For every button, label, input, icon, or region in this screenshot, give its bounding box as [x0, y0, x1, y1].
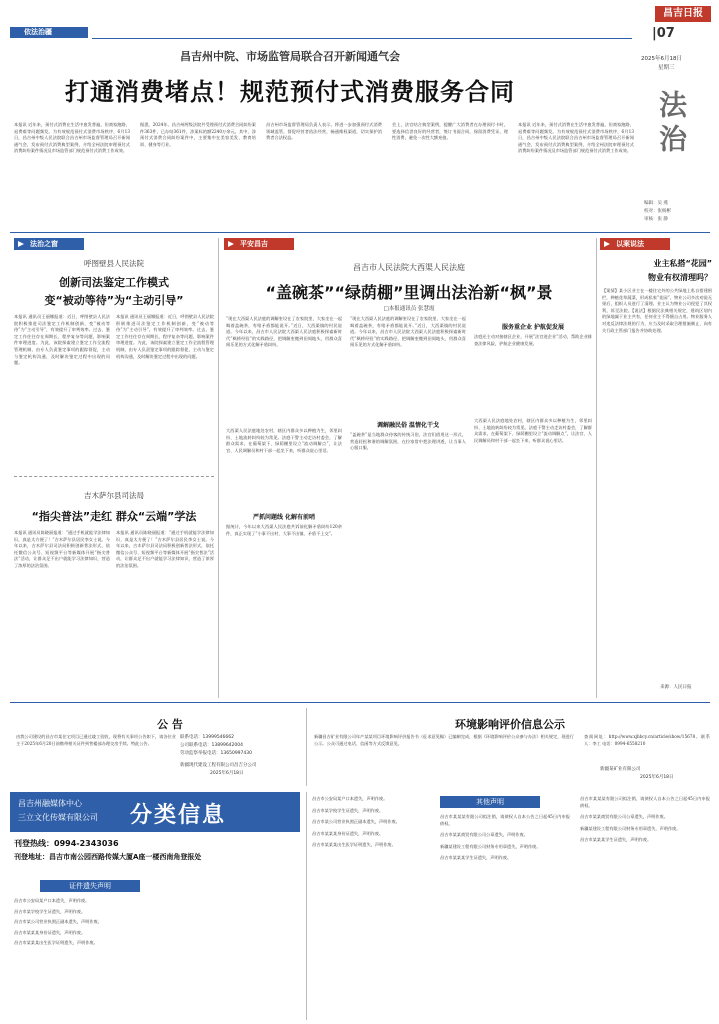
law-body2-b: 本报讯 通讯员陈晓丽报道：“通过手机就能学法律知识，真是太方便了！”吉木萨尔县居民李女士说。今年以来，吉木萨尔县司法局积极创新普法形式，依托微信公众号、短视频平台等新媒体开展“指尖普法”活动，让群众足不出户就能学习法律知识，营造了浓厚的法治氛围。 [116, 530, 214, 568]
lost-item: 昌吉市某某某身份证遗失，声明作废。 [312, 830, 384, 836]
env-body-2: 查阅网址：http://www.xjhbcy.cn/article/show/15678。联系人：李工 电话：0994-6558210 [584, 734, 710, 746]
notice-body: 由我公司建设的昌吉市某住宅项目已通过竣工验收，现将有关事项公告如下，请各位业主于2025年6月20日前携带相关证件到售楼部办理交房手续。特此公告。 [16, 734, 176, 746]
ping-an-body-2: 大西渠人民法庭地处农村，辖区内群众多以种植为生，邻里纠纷、土地流转纠纷较为常见。法庭干警主动走访村委会，了解群众需求，在葡萄架下、绿荫棚里设立“流动调解点”，让法官、人民调解员和村干部一起坐下来，听群众说心里话。 [226, 428, 342, 453]
lost-item: 昌吉市某学校学生证遗失，声明作废。 [312, 807, 384, 813]
other-item: 昌吉市某某某有限公司拟注销，请债权人自本公告之日起45日内申报债权。 [440, 814, 570, 826]
ping-an-body-5: 据统计，今年以来大西渠人民法庭共诉前化解矛盾纠纷120余件，真正实现了“小事不出村、大事不出镇、矛盾不上交”。 [226, 524, 342, 536]
proof-credit: 校对：张杨彬 [644, 209, 671, 214]
other-item: 昌吉市某某商贸有限公司公章遗失，声明作废。 [580, 814, 668, 820]
lost-item: 昌吉市公安局某户口本遗失，声明作废。 [312, 796, 388, 801]
issue-date: 2025年6月18日 [641, 56, 682, 62]
header-section-tag [10, 27, 88, 38]
brand-logo: 昌吉日报 [655, 6, 711, 22]
law-title-1: 创新司法鉴定工作模式 [59, 276, 169, 289]
case-body: 【案情】某小区业主在一楼住宅外的公共绿地上私自搭建围栏，种植花草蔬菜，形成私家“花园”。物业公司多次劝说无果后，组织人员进行了清理。业主认为物业公司侵犯了其权利，诉至法院。【说法】根据民法典相关规定，建筑区划内的绿地属于业主共有，任何业主不得擅自占用。物业服务人对违反法律法规的行为，应当及时采取合理措施制止、向有关行政主管部门报告并协助处理。 [602, 288, 712, 333]
ping-an-headline: “盖碗茶”“绿荫棚”里调出法治新“枫”景 [265, 283, 553, 302]
classified-hotline [14, 838, 119, 849]
notice-company: 新疆现代建设工程有限公司昌吉分公司 [180, 763, 257, 768]
case-tag: 以案说法 [600, 238, 670, 250]
top-col-4: 会上，法官结合典型案例，提醒广大消费者在办理预付卡时，要选择信誉良好的经营者，签订书面合同，保留消费凭证，理性消费，避免一次性大额充值。 [392, 122, 508, 141]
ping-an-sub-1: 调解融民俗 温情化干戈 [376, 422, 440, 429]
issue-weekday: 星期三 [658, 65, 675, 71]
classified-title: 分类信息 [130, 803, 227, 828]
ping-an-byline: □本报通讯员 张慧霞 [383, 306, 435, 312]
other-item: 昌吉市某某某学生证遗失，声明作废。 [440, 855, 512, 861]
notice-phone-3: 劳动监察举报电话：13650997430 [180, 751, 252, 756]
classified-company-2: 三立文化传媒有限公司 [18, 813, 98, 822]
case-title-2: 物业有权清理吗？ [648, 273, 712, 282]
top-col-5: 本报讯 近年来，预付式消费在生活中愈发普遍，但商家跑路、退费难等问题频发。为有效规范预付式消费市场秩序，6月13日，昌吉州中级人民法院联合昌吉州市场监督管理局召开新闻通气会，发布预付式消费典型案例，介绍全州法院审理预付式消费纠纷案件情况及市场监管部门规范预付式消费工作成效。 [518, 122, 634, 154]
review-credit: 审核：张 静 [644, 217, 668, 222]
lost-item: 昌吉市某学校学生证遗失，声明作废。 [14, 908, 86, 914]
law-body2-a: 本报讯 通讯员陈晓丽报道：“通过手机就能学法律知识，真是太方便了！”吉木萨尔县居民李女士说。今年以来，吉木萨尔县司法局积极创新普法形式，依托微信公众号、短视频平台等新媒体开展“指尖普法”活动，让群众足不出户就能学习法律知识，营造了浓厚的法治氛围。 [14, 530, 110, 568]
ping-an-body-1: “现在大西渠人民法庭的调解室设在了农家院里，大家坐在一起喝着盖碗茶，有啥矛盾都能说开。”近日，大西渠镇的村民说道。今年以来，昌吉市人民法院大西渠人民法庭积极探索新时代“枫桥经验”的实践路径，把调解室搬到田间地头，用群众喜闻乐见的方式化解矛盾纠纷。 [226, 316, 342, 348]
law-title-2: 变“被动等待”为“主动引导” [44, 294, 184, 307]
ping-an-tag: 平安昌吉 [224, 238, 294, 250]
lost-item: 昌吉市某某某出生医学证明遗失，声明作废。 [312, 842, 396, 848]
page-number: |07 [652, 26, 675, 41]
env-title: 环境影响评价信息公示 [455, 718, 565, 731]
ping-an-body-4: 法庭还主动对接辖区企业，开展“法官进企业”活动，帮助企业排查法律风险，护航企业健康发展。 [474, 334, 592, 346]
law-title-3: “指尖普法”走红 群众“云端”学法 [31, 510, 197, 523]
classified-list-mid [312, 796, 432, 854]
address-value: 昌吉市南公园西路传媒大厦A座一楼西南角登报处 [49, 853, 202, 861]
other-item: 昌吉市某某某有限公司拟注销，请债权人自本公告之日起45日内申报债权。 [580, 796, 710, 808]
editor-credit: 编辑：吴 燕 [644, 201, 668, 206]
notice-phone-1: 联系电话：13999546662 [180, 735, 234, 740]
lost-title: 证件遗失声明 [40, 880, 140, 892]
other-item: 新疆某建设工程有限公司财务专用章遗失，声明作废。 [440, 843, 541, 849]
hotline-number: 0994-2343036 [54, 839, 119, 848]
notice-title: 公 告 [157, 718, 183, 731]
notice-date: 2025年6月18日 [210, 771, 244, 776]
law-court2-name: 吉木萨尔县司法局 [84, 491, 144, 500]
top-col-1: 本报讯 近年来，预付式消费在生活中愈发普遍，但商家跑路、退费难等问题频发。为有效规范预付式消费市场秩序，6月13日，昌吉州中级人民法院联合昌吉州市场监督管理局召开新闻通气会，发布预付式消费典型案例，介绍全州法院审理预付式消费纠纷案件情况及市场监管部门规范预付式消费工作成效。 [14, 122, 130, 154]
classified-address [14, 852, 201, 862]
env-sign: 新疆某矿业有限公司 [600, 767, 641, 772]
lost-item: 昌吉市某公司营业执照正副本遗失，声明作废。 [14, 919, 102, 925]
top-kicker: 昌吉州中院、市场监管局联合召开新闻通气会 [180, 50, 400, 63]
calligraphy-art: 法治 [655, 90, 688, 158]
lost-item: 昌吉市公安局某户口本遗失，声明作废。 [14, 898, 90, 903]
lost-item: 昌吉市某某某身份证遗失，声明作废。 [14, 929, 86, 935]
lost-item: 昌吉市某公司营业执照正副本遗失，声明作废。 [312, 819, 400, 825]
law-body-b: 本报讯 通讯员王丽娜报道：近日，呼图壁县人民法院积极推进司法鉴定工作机制创新，变“被动等待”为“主动引导”，有效提升了审判效率。过去，鉴定工作往往存在周期长、程序复杂等问题，影响案件审理进度。为此，该院探索建立鉴定工作全流程管理机制，由专人负责鉴定事项的跟踪督促，主动与鉴定机构沟通，及时解决鉴定过程中出现的问题。 [116, 314, 214, 359]
other-item: 昌吉市某某商贸有限公司公章遗失，声明作废。 [440, 832, 528, 838]
top-col-3: 昌吉州市场监督管理局负责人表示，将进一步加强预付式消费领域监管，督促经营者依法经营，畅通维权渠道，切实保护消费者合法权益。 [266, 122, 382, 141]
case-title-1: 业主私搭“花园” [653, 259, 712, 268]
law-court-name: 呼图壁县人民法院 [84, 259, 144, 268]
case-source: 来源：人民日报 [660, 685, 692, 690]
ping-an-sub-2: 服务重企业 护航促发展 [501, 324, 565, 331]
ping-an-body-3: “盖碗茶”是当地群众待客的传统习俗，法官们借用这一形式，营造轻松和谐的调解氛围，在拉家常中把法理讲透，让当事人心服口服。 [350, 432, 466, 451]
classified-banner [10, 792, 300, 832]
header-tag-text: 依法治疆 [24, 28, 52, 36]
address-label: 刊登地址： [14, 853, 49, 861]
notice-phone-2: 公司联系电话：13899642004 [180, 743, 243, 748]
ping-an-body-2b: 大西渠人民法庭地处农村，辖区内群众多以种植为生，邻里纠纷、土地流转纠纷较为常见。法庭干警主动走访村委会，了解群众需求，在葡萄架下、绿荫棚里设立“流动调解点”，让法官、人民调解员和村干部一起坐下来，听群众说心里话。 [474, 418, 592, 443]
other-item: 昌吉市某某某学生证遗失，声明作废。 [580, 837, 652, 843]
lost-item: 昌吉市某某某出生医学证明遗失，声明作废。 [14, 940, 98, 946]
classified-company-1: 昌吉州融媒体中心 [18, 799, 82, 808]
other-list-right [580, 796, 710, 849]
other-list [440, 814, 570, 867]
law-column-tag: 法治之窗 [14, 238, 84, 250]
other-title: 其他声明 [440, 796, 540, 808]
env-date: 2025年6月18日 [640, 775, 674, 780]
top-headline: 打通消费堵点！规范预付式消费服务合同 [65, 78, 515, 106]
lost-list [14, 898, 300, 951]
ping-an-body-3a: “现在大西渠人民法庭的调解室设在了农家院里，大家坐在一起喝着盖碗茶，有啥矛盾都能说开。”近日，大西渠镇的村民说道。今年以来，昌吉市人民法院大西渠人民法庭积极探索新时代“枫桥经验”的实践路径，把调解室搬到田间地头，用群众喜闻乐见的方式化解矛盾纠纷。 [350, 316, 466, 348]
hotline-label: 刊登热线： [14, 839, 54, 848]
ping-an-sub-3: 严抓问题线 化解有前哨 [252, 514, 316, 521]
other-item: 新疆某建设工程有限公司财务专用章遗失，声明作废。 [580, 825, 681, 831]
env-body: 新疆昌吉矿业有限公司年产某某项目环境影响评价报告书（征求意见稿）已编制完成，根据《环境影响评价公众参与办法》相关规定，现进行公示。公众可通过电话、信函等方式反馈意见。 [314, 734, 574, 746]
ping-an-kicker: 昌吉市人民法院大西渠人民法庭 [353, 263, 465, 272]
top-col-2: 据悉，2024年，昌吉州两级法院共受理预付式消费合同纠纷案件363件，已办结361件，涉案标的额2240万余元。其中，涉预付式消费合同纠纷案件中，主要集中在美容美发、教育培训、健身等行业。 [140, 122, 256, 147]
law-body-a: 本报讯 通讯员王丽娜报道：近日，呼图壁县人民法院积极推进司法鉴定工作机制创新，变“被动等待”为“主动引导”，有效提升了审判效率。过去，鉴定工作往往存在周期长、程序复杂等问题，影响案件审理进度。为此，该院探索建立鉴定工作全流程管理机制，由专人负责鉴定事项的跟踪督促，主动与鉴定机构沟通，及时解决鉴定过程中出现的问题。 [14, 314, 110, 366]
